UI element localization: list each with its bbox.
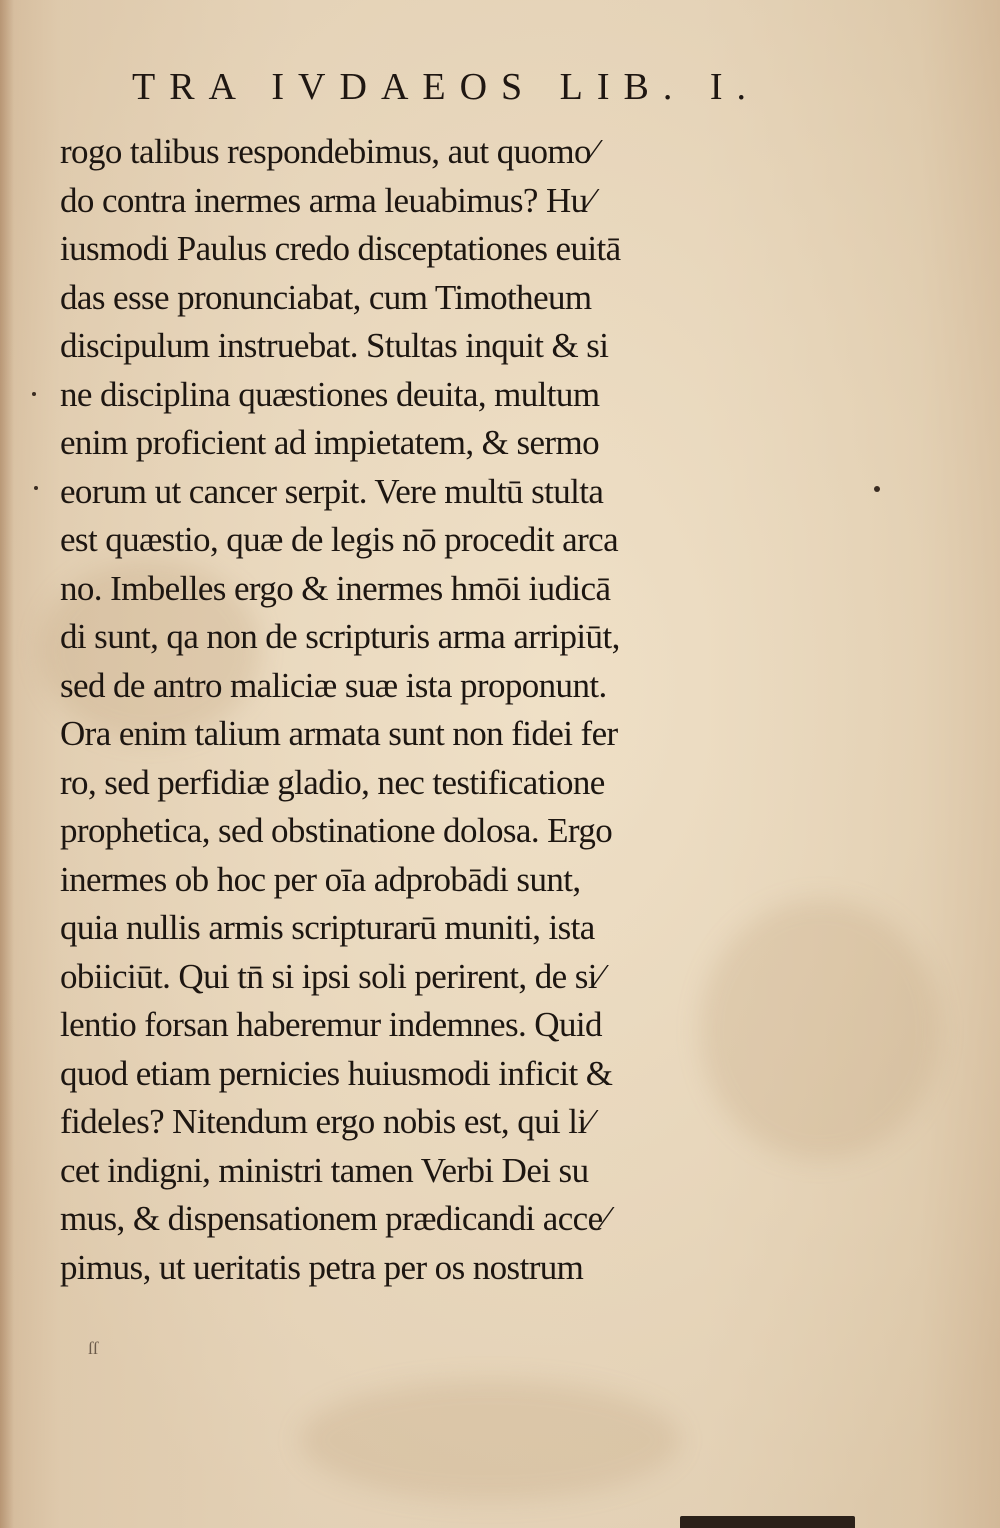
text-line: enim proficient ad impietatem, & sermo bbox=[60, 423, 599, 462]
page-gutter-shadow bbox=[0, 0, 14, 1528]
ink-speck bbox=[874, 486, 880, 492]
text-line: obiiciūt. Qui tn̄ si ipsi soli perirent, de si⁄ bbox=[60, 956, 603, 996]
text-line: quod etiam pernicies huiusmodi inficit & bbox=[60, 1053, 613, 1093]
text-line: iusmodi Paulus credo disceptationes euitā bbox=[60, 229, 621, 268]
text-line: discipulum instruebat. Stultas inquit & si bbox=[60, 326, 609, 365]
text-line: quia nullis armis scripturarū muniti, ista bbox=[60, 908, 595, 947]
signature-mark: ſſ bbox=[88, 1338, 99, 1358]
text-line: lentio forsan haberemur indemnes. Quid bbox=[60, 1005, 602, 1044]
text-line: no. Imbelles ergo & inermes hmōi iudicā bbox=[60, 568, 611, 608]
text-line: mus, & dispensationem prædicandi acce⁄ bbox=[60, 1199, 608, 1238]
text-line: prophetica, sed obstinatione dolosa. Ergo bbox=[60, 811, 613, 850]
text-line: eorum ut cancer serpit. Vere multū stulta bbox=[60, 471, 604, 511]
text-line: ne disciplina quæstiones deuita, multum bbox=[60, 374, 600, 414]
text-line: sed de antro maliciæ suæ ista proponunt. bbox=[60, 665, 607, 705]
text-line: inermes ob hoc per oīa adprobādi sunt, bbox=[60, 859, 581, 899]
text-line: di sunt, qa non de scripturis arma arripiūt, bbox=[60, 617, 620, 656]
page-edge-mark bbox=[680, 1516, 855, 1528]
running-head: TRA IVDAEOS LIB. I. bbox=[132, 66, 761, 108]
text-line: fideles? Nitendum ergo nobis est, qui li⁄ bbox=[60, 1102, 592, 1141]
text-line: do contra inermes arma leuabimus? Hu⁄ bbox=[60, 180, 593, 220]
text-line: das esse pronunciabat, cum Timotheum bbox=[60, 277, 592, 317]
text-block bbox=[60, 128, 800, 1292]
text-line: cet indigni, ministri tamen Verbi Dei su bbox=[60, 1150, 589, 1190]
text-line: rogo talibus respondebimus, aut quomo⁄ bbox=[60, 132, 597, 171]
text-line: Ora enim talium armata sunt non fidei fer bbox=[60, 714, 618, 753]
text-line: ro, sed perfidiæ gladio, nec testificatione bbox=[60, 762, 605, 802]
paper-stain bbox=[300, 1380, 680, 1500]
ink-speck bbox=[32, 392, 36, 396]
text-line: est quæstio, quæ de legis nō procedit arca bbox=[60, 520, 619, 559]
ink-speck bbox=[34, 486, 38, 490]
text-line: pimus, ut ueritatis petra per os nostrum bbox=[60, 1247, 584, 1287]
